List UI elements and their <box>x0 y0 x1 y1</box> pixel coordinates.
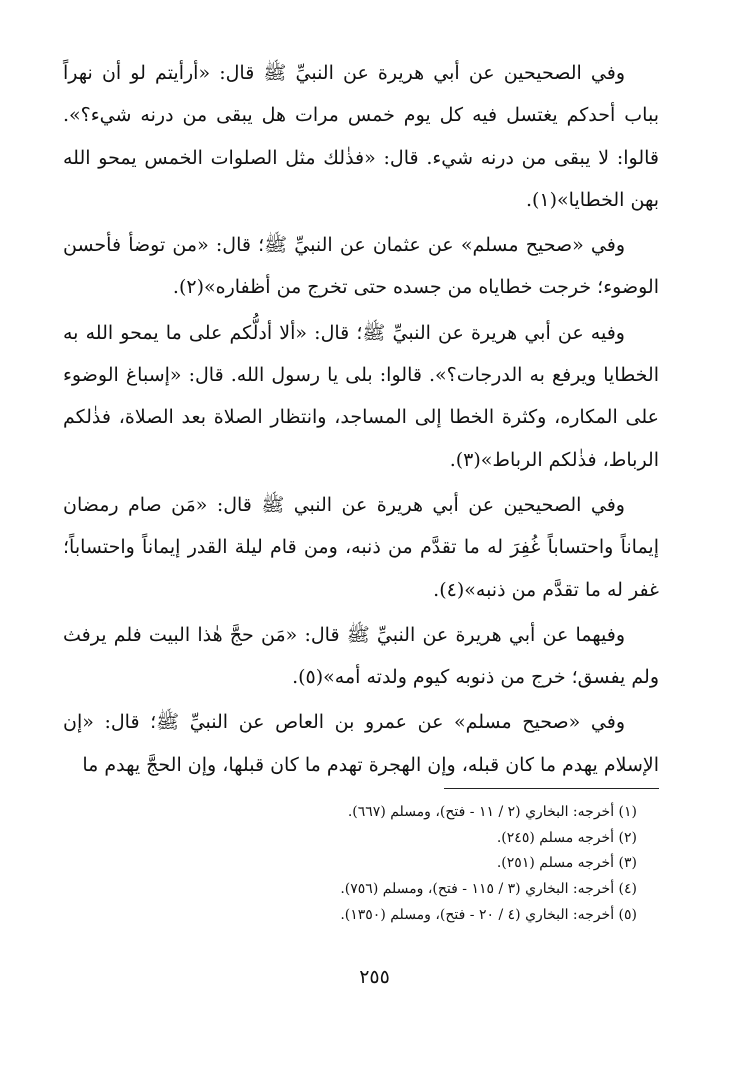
paragraph-3: وفيه عن أبي هريرة عن النبيِّ ﷺ؛ قال: «ألا أدلُّكم على ما يمحو الله به الخطايا ويرفع به الدرجات؟». قالوا: بلى يا رسول الله. قال: «إسباغ الوضوء على المكاره، وكثرة الخطا إلى المساجد، وانتظار الصلاة بعد الصلاة، فذٰلكم الرباط، فذٰلكم الرباط»(٣). <box>63 321 659 471</box>
page-number: ٢٥٥ <box>359 966 390 988</box>
paragraph-2: وفي «صحيح مسلم» عن عثمان عن النبيِّ ﷺ؛ قال: «من توضأ فأحسن الوضوء؛ خرجت خطاياه من جسده حتى تخرج من أظفاره»(٢). <box>63 234 659 299</box>
footnote-separator <box>444 788 659 789</box>
paragraph-5: وفيهما عن أبي هريرة عن النبيِّ ﷺ قال: «مَن حجَّ هٰذا البيت فلم يرفث ولم يفسق؛ خرج من ذنوبه كيوم ولدته أمه»(٥). <box>63 623 659 689</box>
footnote-4: (٤) أخرجه: البخاري (٣ / ١١٥ - فتح)، ومسلم (٧٥٦). <box>340 881 637 898</box>
paragraph-4: وفي الصحيحين عن أبي هريرة عن النبي ﷺ قال: «مَن صام رمضان إيماناً واحتساباً غُفِرَ له ما تقدَّم من ذنبه، ومن قام ليلة القدر إيماناً واحتساباً؛ غفر له ما تقدَّم من ذنبه»(٤). <box>63 493 659 601</box>
footnote-3: (٣) أخرجه مسلم (٢٥١). <box>496 855 637 872</box>
footnote-5: (٥) أخرجه: البخاري (٤ / ٢٠ - فتح)، ومسلم (١٣٥٠). <box>340 906 637 923</box>
footnotes <box>77 800 637 928</box>
footnote-1: (١) أخرجه: البخاري (٢ / ١١ - فتح)، ومسلم (٦٦٧). <box>347 804 637 820</box>
paragraph-1: وفي الصحيحين عن أبي هريرة عن النبيِّ ﷺ قال: «أرأيتم لو أن نهراً بباب أحدكم يغتسل فيه كل يوم خمس مرات هل يبقى من درنه شيء؟». قالوا: لا يبقى من درنه شيء. قال: «فذٰلك مثل الصلوات الخمس يمحو الله بهن الخطايا»(١). <box>63 62 659 211</box>
main-text <box>63 52 659 789</box>
footnote-2: (٢) أخرجه مسلم (٢٤٥). <box>496 829 637 846</box>
paragraph-6: وفي «صحيح مسلم» عن عمرو بن العاص عن النبيِّ ﷺ؛ قال: «إن الإسلام يهدم ما كان قبله، وإن الهجرة تهدم ما كان قبلها، وإن الحجَّ يهدم ما <box>63 711 659 776</box>
